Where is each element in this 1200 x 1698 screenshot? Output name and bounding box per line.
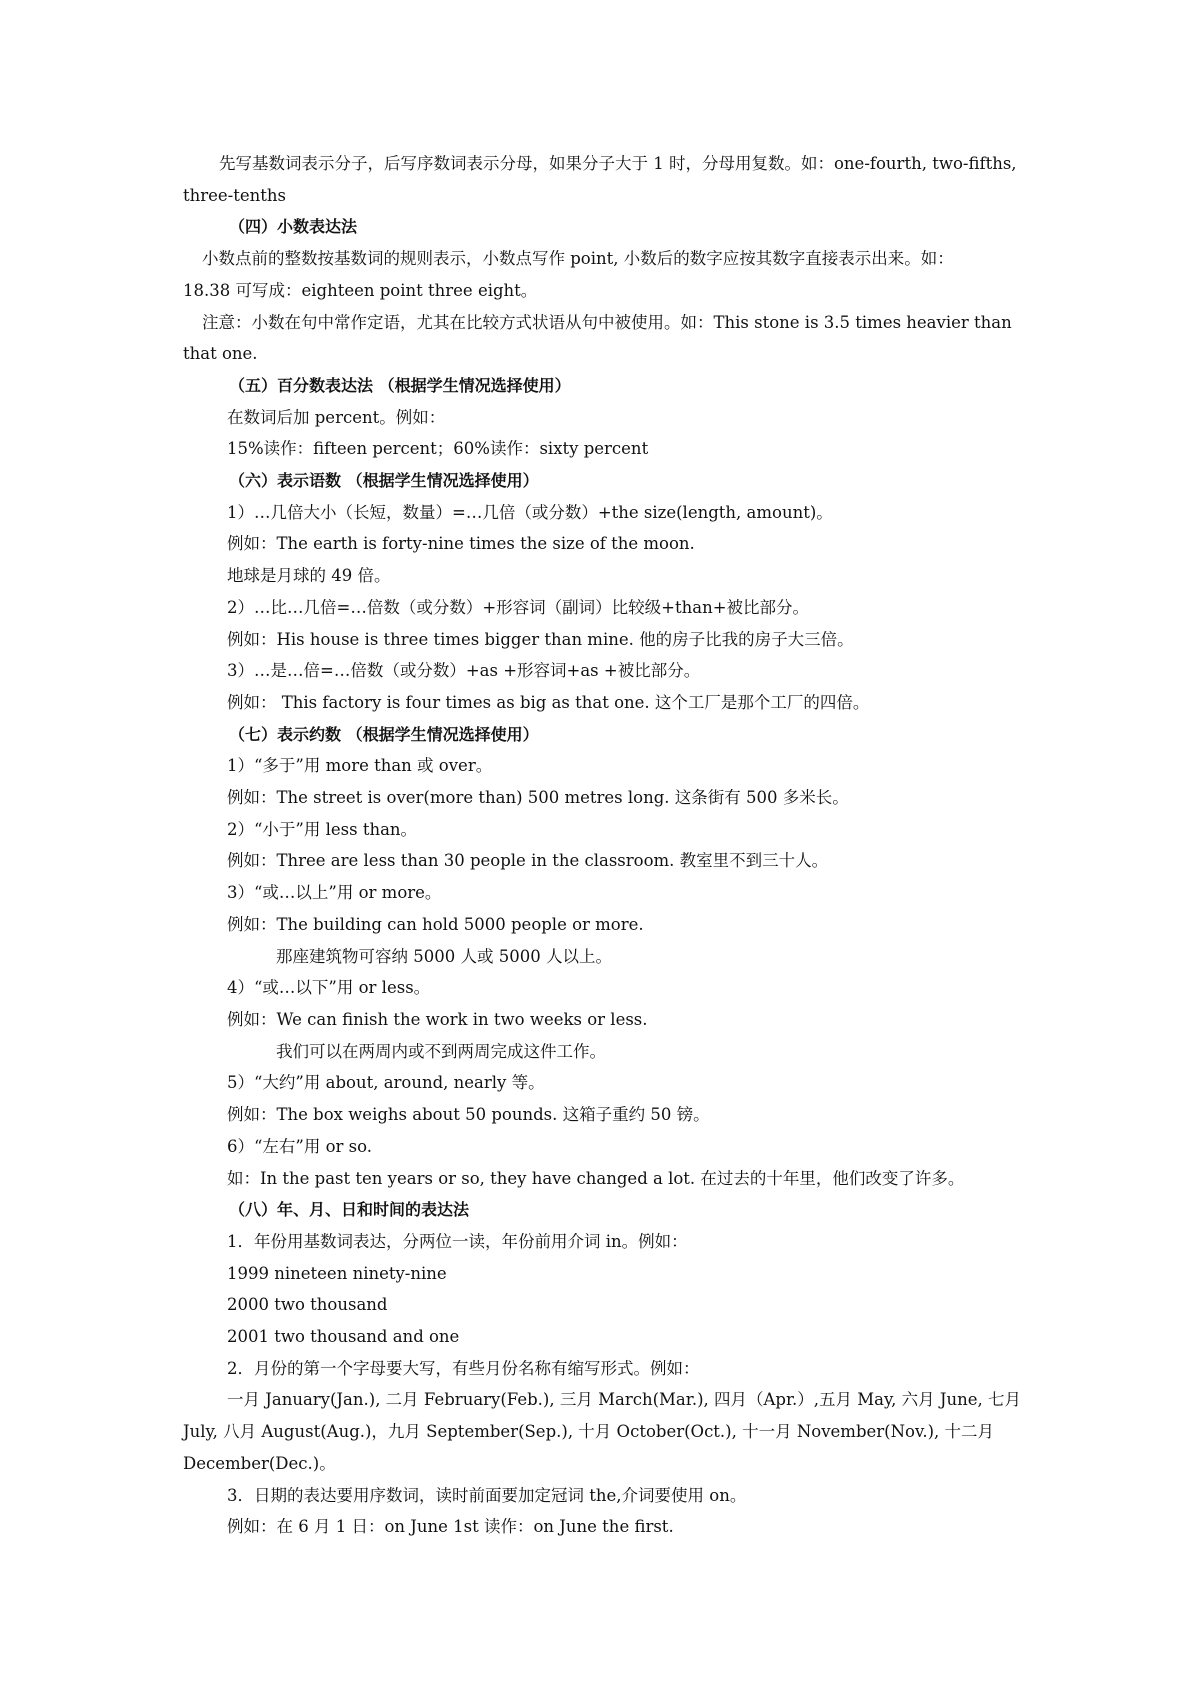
- text-line: 1．年份用基数词表达，分两位一读，年份前用介词 in。例如：: [227, 1231, 688, 1251]
- text-line: 一月 January(Jan.), 二月 February(Feb.), 三月 March(Mar.), 四月（Apr.）,五月 May, 六月 June, 七月: [227, 1390, 1021, 1410]
- document-body: [183, 148, 1033, 1543]
- text-line: 4）“或…以下”用 or less。: [227, 978, 431, 998]
- text-line: 1）“多于”用 more than 或 over。: [227, 756, 493, 776]
- text-line: 地球是月球的 49 倍。: [227, 566, 391, 586]
- section-heading: （八）年、月、日和时间的表达法: [229, 1200, 470, 1220]
- text-line: 3．日期的表达要用序数词，读时前面要加定冠词 the,介词要使用 on。: [227, 1485, 747, 1505]
- example-line: 例如：Three are less than 30 people in the classroom. 教室里不到三十人。: [227, 851, 829, 871]
- text-line: 2）…比…几倍=…倍数（或分数）+形容词（副词）比较级+than+被比部分。: [227, 597, 810, 617]
- text-line: 2000 two thousand: [227, 1295, 388, 1315]
- text-line: 2．月份的第一个字母要大写，有些月份名称有缩写形式。例如：: [227, 1358, 700, 1378]
- section-heading: （七）表示约数 （根据学生情况选择使用）: [229, 724, 539, 744]
- text-line: 注意：小数在句中常作定语，尤其在比较方式状语从句中被使用。如：This stone is 3.5 times heavier than: [202, 312, 1012, 332]
- text-line: 2）“小于”用 less than。: [227, 819, 418, 839]
- text-line: 15%读作：fifteen percent；60%读作：sixty percent: [227, 439, 649, 459]
- text-line: 1999 nineteen ninety-nine: [227, 1263, 447, 1283]
- text-line: 3）“或…以上”用 or more。: [227, 883, 442, 903]
- section-heading: （五）百分数表达法 （根据学生情况选择使用）: [229, 375, 571, 395]
- translation-line: 那座建筑物可容纳 5000 人或 5000 人以上。: [276, 946, 612, 966]
- section-heading: （六）表示语数 （根据学生情况选择使用）: [229, 471, 539, 491]
- text-line: July, 八月 August(Aug.)，九月 September(Sep.), 十月 October(Oct.), 十一月 November(Nov.), 十二月: [183, 1422, 995, 1442]
- text-line: 在数词后加 percent。例如：: [227, 407, 446, 427]
- example-line: 例如：His house is three times bigger than mine. 他的房子比我的房子大三倍。: [227, 629, 854, 649]
- text-line: 3）…是…倍=…倍数（或分数）+as +形容词+as +被比部分。: [227, 661, 701, 681]
- translation-line: 我们可以在两周内或不到两周完成这件工作。: [276, 1041, 606, 1061]
- example-line: 例如：The earth is forty-nine times the size of the moon.: [227, 534, 695, 554]
- text-line: 先写基数词表示分子，后写序数词表示分母，如果分子大于 1 时，分母用复数。如：one-fourth, two-fifths,: [219, 154, 1017, 173]
- example-line: 例如：在 6 月 1 日：on June 1st 读作：on June the first.: [227, 1517, 674, 1537]
- example-line: 例如：The street is over(more than) 500 metres long. 这条街有 500 多米长。: [227, 788, 849, 808]
- text-line: 1）…几倍大小（长短，数量）=…几倍（或分数）+the size(length, amount)。: [227, 502, 833, 522]
- text-line: 18.38 可写成：eighteen point three eight。: [183, 280, 538, 300]
- text-line: 6）“左右”用 or so.: [227, 1136, 373, 1156]
- example-line: 如：In the past ten years or so, they have changed a lot. 在过去的十年里，他们改变了许多。: [227, 1168, 965, 1188]
- text-line: December(Dec.)。: [183, 1453, 336, 1473]
- text-line: that one.: [183, 344, 258, 364]
- text-line: 2001 two thousand and one: [227, 1327, 460, 1347]
- example-line: 例如：The box weighs about 50 pounds. 这箱子重约 50 镑。: [227, 1105, 710, 1125]
- example-line: 例如： This factory is four times as big as that one. 这个工厂是那个工厂的四倍。: [227, 692, 870, 712]
- example-line: 例如：The building can hold 5000 people or more.: [227, 914, 644, 934]
- example-line: 例如：We can finish the work in two weeks or less.: [227, 1009, 648, 1029]
- text-line: three-tenths: [183, 185, 286, 205]
- section-heading: （四）小数表达法: [229, 217, 358, 237]
- text-line: 5）“大约”用 about, around, nearly 等。: [227, 1073, 545, 1093]
- text-line: 小数点前的整数按基数词的规则表示，小数点写作 point, 小数后的数字应按其数字直接表示出来。如：: [202, 249, 954, 269]
